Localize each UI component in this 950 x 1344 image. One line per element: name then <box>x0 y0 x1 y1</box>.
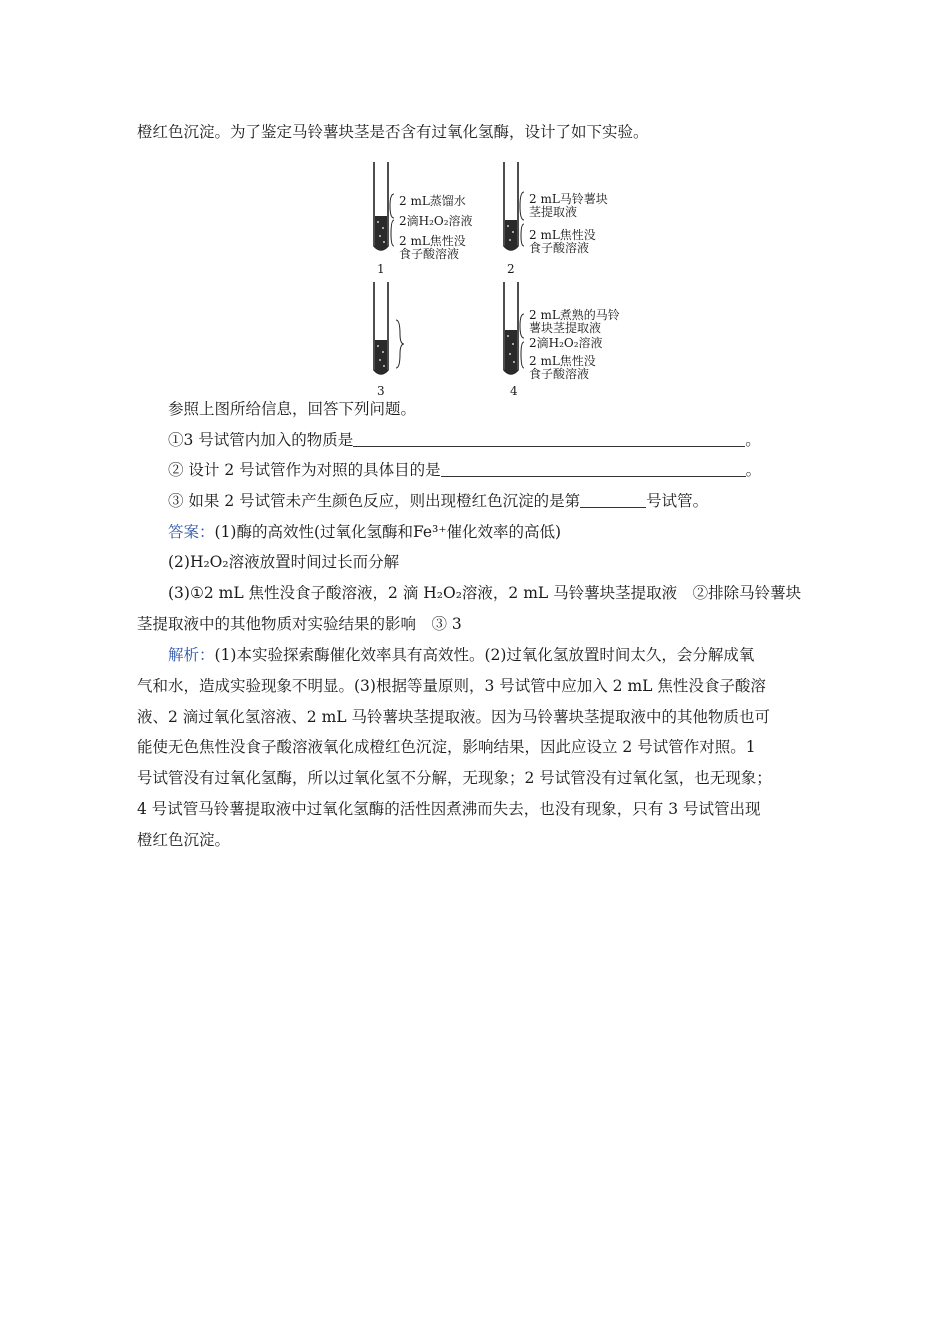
tube2-label-2: 茎提取液 <box>529 205 578 219</box>
test-tube-4 <box>504 282 524 374</box>
answer-line-4: 茎提取液中的其他物质对实验结果的影响 ③ 3 <box>137 615 462 633</box>
tube1-number: 1 <box>377 262 385 276</box>
question-3-text: ③ 如果 2 号试管未产生颜色反应，则出现橙红色沉淀的是第 <box>168 492 581 510</box>
question-2 <box>168 460 761 480</box>
tube4-label-2: 薯块茎提取液 <box>529 321 602 335</box>
analysis-text-1: (1)本实验探索酶催化效率具有高效性。(2)过氧化氢放置时间太久，会分解成氧 <box>214 646 755 664</box>
tube4-label-5: 食子酸溶液 <box>529 367 590 381</box>
answer-line-3: (3)①2 mL 焦性没食子酸溶液，2 滴 H₂O₂溶液，2 mL 马铃薯块茎提取液 ②排除马铃薯块 <box>168 584 802 602</box>
analysis-line-5: 号试管没有过氧化氢酶，所以过氧化氢不分解，无现象；2 号试管没有过氧化氢，也无现象； <box>137 769 772 787</box>
intro-text: 橙红色沉淀。为了鉴定马铃薯块茎是否含有过氧化氢酶，设计了如下实验。 <box>137 123 649 141</box>
tube1-label-4: 食子酸溶液 <box>399 247 460 261</box>
tube2-label-3: 2 mL焦性没 <box>529 228 596 242</box>
answer-label: 答案： <box>168 523 215 541</box>
analysis-line-3: 液、2 滴过氧化氢溶液、2 mL 马铃薯块茎提取液。因为马铃薯块茎提取液中的其他物质也可 <box>137 708 770 726</box>
tube2-number: 2 <box>507 262 515 276</box>
question-3-end: 号试管。 <box>646 492 709 510</box>
test-tube-3 <box>374 282 404 374</box>
test-tube-1 <box>374 162 394 250</box>
question-2-blank <box>441 461 746 477</box>
question-2-text: ② 设计 2 号试管作为对照的具体目的是 <box>168 461 441 479</box>
tube1-label-2: 2滴H₂O₂溶液 <box>399 214 473 228</box>
analysis-line-7: 橙红色沉淀。 <box>137 831 231 849</box>
tube2-label-4: 食子酸溶液 <box>529 241 590 255</box>
tube2-label-1: 2 mL马铃薯块 <box>529 192 608 206</box>
question-1 <box>168 430 761 450</box>
tube4-number: 4 <box>510 384 518 398</box>
answer-line-2: (2)H₂O₂溶液放置时间过长而分解 <box>168 553 400 571</box>
analysis-line-2: 气和水，造成实验现象不明显。(3)根据等量原则，3 号试管中应加入 2 mL 焦性没食子酸溶 <box>137 677 766 695</box>
tube1-label-3: 2 mL焦性没 <box>399 234 466 248</box>
analysis-line-6: 4 号试管马铃薯提取液中过氧化氢酶的活性因煮沸而失去，也没有现象，只有 3 号试管出现 <box>137 800 761 818</box>
analysis-line-1 <box>168 645 754 665</box>
tube1-label-1: 2 mL蒸馏水 <box>399 194 466 208</box>
question-1-text: ①3 号试管内加入的物质是 <box>168 431 354 449</box>
tube4-label-4: 2 mL焦性没 <box>529 354 596 368</box>
question-1-blank <box>353 431 745 447</box>
question-3 <box>168 491 708 511</box>
analysis-line-4: 能使无色焦性没食子酸溶液氧化成橙红色沉淀，影响结果，因此应设立 2 号试管作对照。1 <box>137 738 756 756</box>
question-3-blank <box>580 492 646 508</box>
tube4-label-1: 2 mL煮熟的马铃 <box>529 308 620 322</box>
tube3-number: 3 <box>377 384 385 398</box>
test-tube-2 <box>504 162 524 250</box>
answer-line-1 <box>168 522 561 542</box>
question-1-end: 。 <box>745 431 761 449</box>
answer-text-1: (1)酶的高效性(过氧化氢酶和Fe³⁺催化效率的高低) <box>214 523 562 541</box>
tube4-label-3: 2滴H₂O₂溶液 <box>529 336 603 350</box>
question-2-end: 。 <box>745 461 762 479</box>
analysis-label: 解析： <box>168 646 215 664</box>
question-intro: 参照上图所给信息，回答下列问题。 <box>168 400 417 418</box>
